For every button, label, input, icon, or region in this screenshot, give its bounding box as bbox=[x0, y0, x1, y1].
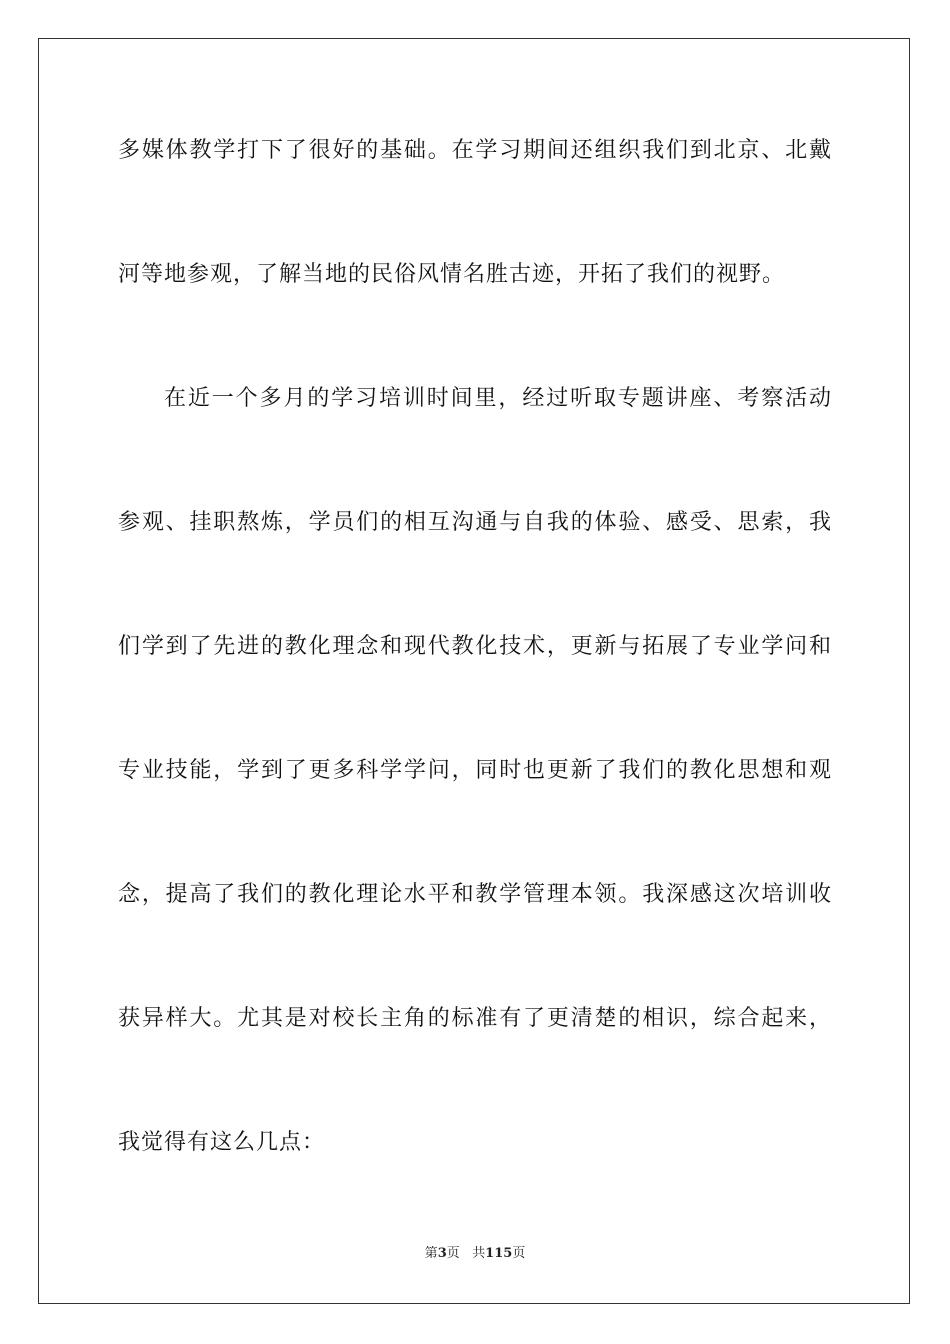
page-label-prefix: 第 bbox=[424, 1246, 438, 1261]
body-text-line: 我觉得有这么几点： bbox=[118, 1130, 326, 1155]
total-pages: 115 bbox=[485, 1246, 513, 1261]
page-label-suffix: 页 bbox=[446, 1246, 460, 1261]
body-text-line: 获异样大。尤其是对校长主角的标准有了更清楚的相识，综合起来， bbox=[118, 1006, 832, 1031]
body-text-line: 专业技能，学到了更多科学学问，同时也更新了我们的教化思想和观 bbox=[118, 758, 832, 783]
body-text-line: 多媒体教学打下了很好的基础。在学习期间还组织我们到北京、北戴 bbox=[118, 138, 832, 163]
paragraph-first-line: 在近一个多月的学习培训时间里，经过听取专题讲座、考察活动 bbox=[164, 386, 832, 411]
body-text-line: 参观、挂职熬炼，学员们的相互沟通与自我的体验、感受、思索，我 bbox=[118, 510, 832, 535]
page-border bbox=[38, 38, 910, 1304]
page-number: 3 bbox=[437, 1246, 447, 1261]
body-text-line: 念，提高了我们的教化理论水平和教学管理本领。我深感这次培训收 bbox=[118, 882, 832, 907]
page-footer bbox=[0, 1245, 950, 1263]
body-text-line: 河等地参观，了解当地的民俗风情名胜古迹，开拓了我们的视野。 bbox=[118, 262, 786, 287]
body-text-line: 们学到了先进的教化理念和现代教化技术，更新与拓展了专业学问和 bbox=[118, 634, 832, 659]
total-label-suffix: 页 bbox=[512, 1246, 526, 1261]
total-label-prefix: 共 bbox=[472, 1246, 486, 1261]
